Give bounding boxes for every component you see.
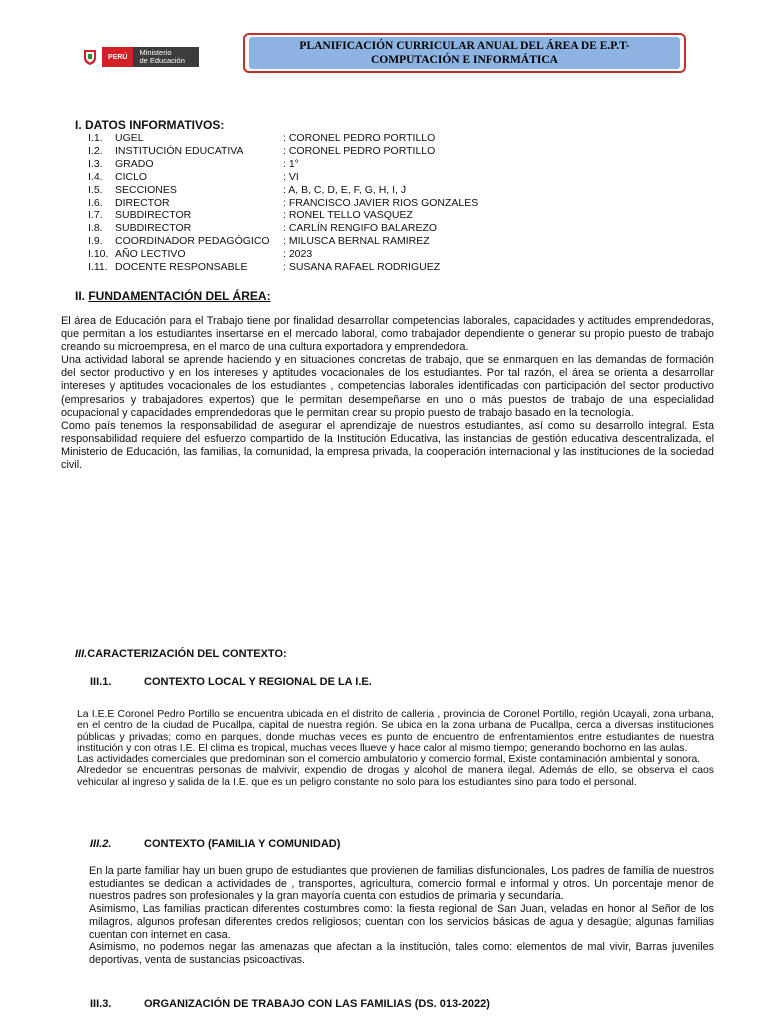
info-row (88, 209, 478, 222)
info-number: I.9. (88, 235, 103, 248)
info-value: : RONEL TELLO VASQUEZ (283, 209, 413, 222)
subsection-3-2-heading (90, 838, 340, 850)
logo-ministry-label (133, 47, 198, 67)
info-row (88, 171, 478, 184)
info-number: I.11. (88, 261, 108, 274)
subsection-3-3-heading (90, 998, 490, 1010)
paragraph: Las actividades comerciales que predominan son el comercio ambulatorio y comercio formal, Existe contaminación ambiental y sonora. (77, 754, 701, 766)
paragraph: Asimismo, no podemos negar las amenazas que afectan a la institución, tales como: elementos de mal vivir, Barras juveniles deportivas, venta de sustancias psicoactivas. (89, 941, 714, 966)
document-title (249, 37, 680, 69)
paragraph: La I.E.E Coronel Pedro Portillo se encuentra ubicada en el distrito de calleria , provincia de Coronel Portillo, región Ucayali, zona urbana, en el centro de la ciudad de Pucallpa, capital de nuestra región. Se ubica en la zona urbana de Pucallpa, cerca a diversas instituciones públicas y privadas; como en parques, donde muchas veces es punto de encuentro de enfrentamientos entre estudiantes de nuestra institución y con otras I.E. El clima es tropical, muchas veces llueve y hace calor al mismo tiempo; generando bochorno en las aulas. (77, 709, 714, 754)
subsection-title: CONTEXTO (FAMILIA Y COMUNIDAD) (144, 838, 341, 850)
info-row (88, 158, 478, 171)
paragraph: Una actividad laboral se aprende haciendo y en situaciones concretas de trabajo, que se enmarquen en las demandas de formación del sector productivo y en los intereses y aptitudes vocacionales de los estudiantes. Por tal razón, el área se orienta a desarrollar intereses y aptitudes vocacionales de los estudiantes , competencias laborales identificadas con participación del sector productivo (empresarios y trabajadores expertos) que le permitan desempeñarse en uno o más puestos de trabajo de una especialidad ocupacional y capacidades emprendedoras que le permitan crear su propio puesto de trabajo basado en la tecnología. (61, 354, 714, 419)
info-value: : 1° (283, 157, 299, 170)
info-value: : VI (283, 170, 299, 183)
info-label: CICLO (115, 170, 148, 183)
info-row (88, 145, 478, 158)
info-number: I.6. (88, 196, 103, 209)
fundamentation-text (61, 315, 714, 472)
info-label: SECCIONES (115, 183, 177, 196)
info-number: I.4. (88, 170, 103, 183)
info-value: : A, B, C, D, E, F, G, H, I, J (283, 183, 407, 196)
info-label: INSTITUCIÓN EDUCATIVA (115, 144, 244, 157)
info-value: : CARLÍN RENGIFO BALAREZO (283, 222, 438, 235)
paragraph: Como país tenemos la responsabilidad de asegurar el aprendizaje de nuestros estudiantes, así como su desarrollo integral. Esta responsabilidad requiere del esfuerzo compartido de la Institución Educativa, las instancias de gestión educativa descentralizada, el Ministerio de Educación, las familias, la comunidad, la empresa privada, la cooperación internacional y las instituciones de la sociedad civil. (61, 419, 714, 472)
info-label: SUBDIRECTOR (115, 222, 192, 235)
subsection-number: III.2. (90, 838, 112, 850)
info-number: I.7. (88, 209, 103, 222)
ministry-logo (80, 46, 199, 68)
logo-ministry-line1: Ministerio (139, 48, 172, 57)
paragraph: El área de Educación para el Trabajo tiene por finalidad desarrollar competencias laborales, capacidades y actitudes emprendedoras, que permitan a los estudiantes insertarse en el mercado laboral, como trabajador dependiente o generar su propio puesto de trabajo creando su microempresa, en el marco de una cultura exportadora y emprendedora. (61, 315, 714, 354)
local-context-text (77, 709, 714, 788)
info-row (88, 261, 478, 274)
info-label: DIRECTOR (115, 196, 170, 209)
info-number: I.2. (88, 144, 103, 157)
section-2-heading (75, 289, 271, 303)
info-row (88, 248, 478, 261)
section-3-title: CARACTERIZACIÓN DEL CONTEXTO: (87, 648, 287, 660)
info-row (88, 184, 478, 197)
section-3-heading (75, 648, 287, 660)
info-label: DOCENTE RESPONSABLE (115, 261, 248, 274)
subsection-number: III.3. (90, 998, 112, 1010)
logo-ministry-line2: de Educación (139, 56, 185, 65)
info-value: : CORONEL PEDRO PORTILLO (283, 132, 436, 144)
info-label: UGEL (115, 132, 144, 144)
title-line-2: COMPUTACIÓN E INFORMÁTICA (371, 54, 558, 66)
subsection-3-1-heading (90, 676, 372, 688)
info-number: I.8. (88, 222, 103, 235)
info-value: : MILUSCA BERNAL RAMIREZ (283, 235, 430, 248)
info-label: GRADO (115, 157, 154, 170)
section-1-heading: I. DATOS INFORMATIVOS: (75, 118, 225, 132)
paragraph: Asimismo, Las familias practican diferentes costumbres como: la fiesta regional de San Juan, veladas en honor al Señor de los milagros, algunos profesan diferentes credos religiosos; cuentan con los servicios básicas de agua y desagüe; algunas familias cuentan con internet en casa. (89, 903, 714, 941)
section-2-title: FUNDAMENTACIÓN DEL ÁREA: (88, 289, 271, 303)
document-title-box (243, 33, 686, 73)
info-row (88, 197, 478, 210)
info-number: I.3. (88, 157, 103, 170)
paragraph: En la parte familiar hay un buen grupo de estudiantes que provienen de familias disfuncionales, Los padres de familia de nuestros estudiantes se dedican a actividades de , transportes, agricultura, comercio formal e informal y otros. Un porcentaje menor de nuestros padres son profesionales y la gran mayoría cuenta con estudios de primaria y secundaria. (89, 865, 714, 903)
info-label: COORDINADOR PEDAGÓGICO (115, 235, 270, 248)
title-line-1: PLANIFICACIÓN CURRICULAR ANUAL DEL ÁREA DE E.P.T- (299, 40, 630, 52)
info-row (88, 235, 478, 248)
family-context-text (89, 865, 714, 967)
peru-coat-of-arms-icon (80, 47, 100, 67)
informative-data-list (88, 132, 478, 274)
info-value: : 2023 (283, 248, 313, 261)
info-number: I.5. (88, 183, 103, 196)
info-number: I.1. (88, 132, 103, 144)
section-3-number: III. (75, 648, 88, 660)
info-label: SUBDIRECTOR (115, 209, 192, 222)
paragraph: Alrededor se encuentras personas de malvivir, expendio de drogas y alcohol de manera ilegal. Además de ello, se observa el caos vehicular al ingreso y salida de la I.E. que es un peligro constante no solo para los estudiantes sino para todo el personal. (77, 765, 714, 788)
subsection-title: ORGANIZACIÓN DE TRABAJO CON LAS FAMILIAS (DS. 013-2022) (144, 998, 490, 1010)
info-value: : SUSANA RAFAEL RODRIGUEZ (283, 261, 441, 274)
section-2-number: II. (75, 289, 89, 303)
info-number: I.10. (88, 248, 109, 261)
info-row (88, 222, 478, 235)
info-value: : FRANCISCO JAVIER RIOS GONZALES (283, 196, 479, 209)
info-value: : CORONEL PEDRO PORTILLO (283, 144, 436, 157)
subsection-number: III.1. (90, 676, 112, 688)
info-row (88, 132, 478, 145)
subsection-title: CONTEXTO LOCAL Y REGIONAL DE LA I.E. (144, 676, 372, 688)
info-label: AÑO LECTIVO (115, 248, 186, 261)
logo-country-label: PERÚ (102, 47, 133, 67)
